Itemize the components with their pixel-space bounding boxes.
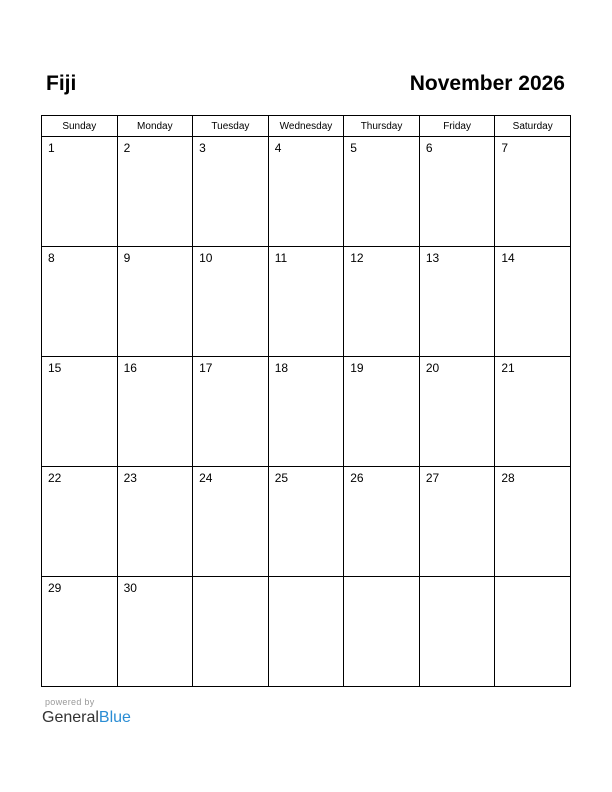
day-number: 4 (274, 141, 282, 155)
day-number: 13 (425, 251, 440, 265)
day-cell (419, 467, 495, 577)
day-number (269, 577, 344, 581)
day-cell (419, 577, 495, 687)
day-number: 9 (123, 251, 131, 265)
day-number: 3 (199, 141, 206, 155)
day-cell (193, 357, 269, 467)
day-cell (495, 467, 571, 577)
month-year-title: November 2026 (409, 72, 565, 95)
weekday-saturday: Saturday (495, 116, 571, 137)
weekday-tuesday: Tuesday (193, 116, 269, 137)
week-row (42, 137, 571, 247)
country-title: Fiji (46, 72, 77, 95)
day-number: 26 (350, 471, 364, 485)
day-number: 22 (48, 471, 62, 485)
brand-logo[interactable] (42, 708, 131, 728)
day-cell (117, 357, 193, 467)
week-row (42, 357, 571, 467)
weekday-header-row (42, 116, 571, 137)
day-cell (419, 137, 495, 247)
day-cell (495, 357, 571, 467)
day-cell (495, 577, 571, 687)
day-cell (193, 467, 269, 577)
day-cell (344, 137, 420, 247)
day-cell (193, 577, 269, 687)
day-number: 10 (199, 251, 213, 265)
day-cell (117, 577, 193, 687)
day-number: 24 (199, 471, 213, 485)
day-number: 19 (350, 361, 364, 375)
day-number: 21 (501, 361, 515, 375)
brand-name-part2: Blue (98, 709, 131, 726)
day-number: 29 (48, 581, 62, 595)
day-cell (344, 247, 420, 357)
day-number: 8 (48, 251, 55, 265)
day-number (344, 577, 419, 581)
day-cell (344, 357, 420, 467)
day-number: 14 (501, 251, 515, 265)
weekday-sunday: Sunday (42, 116, 118, 137)
week-row (42, 577, 571, 687)
day-cell (344, 467, 420, 577)
day-number: 30 (123, 581, 137, 595)
day-number: 25 (274, 471, 289, 485)
day-cell (268, 247, 344, 357)
day-number: 7 (501, 141, 509, 155)
day-number (420, 577, 495, 581)
day-cell (117, 467, 193, 577)
day-cell (193, 247, 269, 357)
day-number: 20 (425, 361, 440, 375)
day-number (495, 577, 570, 581)
weekday-monday: Monday (117, 116, 193, 137)
day-number: 12 (350, 251, 364, 265)
powered-by-text: powered by (45, 697, 95, 707)
brand-name-part1: General (42, 709, 99, 726)
day-number: 28 (501, 471, 515, 485)
day-number: 27 (425, 471, 440, 485)
weekday-thursday: Thursday (344, 116, 420, 137)
day-cell (268, 467, 344, 577)
week-row (42, 247, 571, 357)
day-number: 11 (274, 251, 288, 265)
day-cell (117, 247, 193, 357)
weekday-wednesday: Wednesday (268, 116, 344, 137)
day-number (193, 577, 268, 581)
day-cell (42, 357, 118, 467)
day-cell (42, 247, 118, 357)
day-cell (117, 137, 193, 247)
calendar-grid (41, 115, 571, 687)
day-cell (419, 357, 495, 467)
day-cell (193, 137, 269, 247)
weekday-friday: Friday (419, 116, 495, 137)
day-cell (42, 137, 118, 247)
day-cell (42, 467, 118, 577)
day-cell (344, 577, 420, 687)
day-cell (268, 137, 344, 247)
day-number: 2 (123, 141, 131, 155)
day-cell (268, 577, 344, 687)
week-row (42, 467, 571, 577)
day-cell (42, 577, 118, 687)
day-number: 17 (199, 361, 213, 375)
day-cell (419, 247, 495, 357)
day-number: 16 (123, 361, 137, 375)
day-cell (495, 247, 571, 357)
day-number: 6 (425, 141, 433, 155)
day-number: 1 (48, 141, 55, 155)
day-number: 15 (48, 361, 62, 375)
day-number: 23 (123, 471, 137, 485)
day-cell (268, 357, 344, 467)
day-number: 18 (274, 361, 289, 375)
day-number: 5 (350, 141, 357, 155)
day-cell (495, 137, 571, 247)
